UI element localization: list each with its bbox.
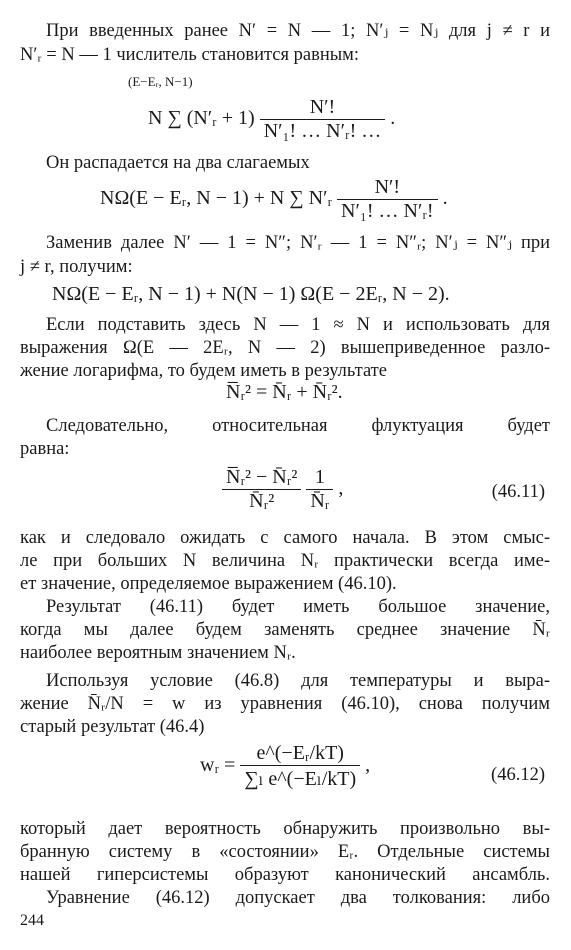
fraction-numerator: e^(−Eᵣ/kT) xyxy=(240,742,360,766)
text-line: Результат (46.11) будет иметь большое значение, xyxy=(46,597,550,617)
equation-body: N ∑ (N′ᵣ + 1) xyxy=(148,107,255,130)
page-number: 244 xyxy=(20,912,44,929)
text-line: Следовательно, относительная флуктуация будет xyxy=(46,416,550,436)
equation-fraction xyxy=(240,742,360,791)
fraction-numerator: 1 xyxy=(306,466,333,490)
text-line: Уравнение (46.12) допускает два толкования: либо xyxy=(46,888,550,908)
equation-fraction xyxy=(306,466,333,513)
equation-1: N ∑ (N′ᵣ + 1) $\frac{N'!}{\text{N′₁! … N′ᵣ! …}}$ . xyxy=(148,96,396,142)
text-line: При введенных ранее N′ = N — 1; N′ⱼ = Nⱼ для j ≠ r и xyxy=(46,21,550,41)
text-line: бранную систему в «состоянии» Eᵣ. Отдельные системы xyxy=(20,842,550,862)
text-line: N′ᵣ = N — 1 числитель становится равным: xyxy=(20,45,360,65)
text-line: ет значение, определяемое выражением (46.10). xyxy=(20,574,397,594)
fraction-denominator: N̄ᵣ xyxy=(310,490,330,512)
equation-limits: (E−Eᵣ, N−1) xyxy=(128,74,193,89)
text-line: жение N̄ᵣ/N = w из уравнения (46.10), снова получим xyxy=(20,694,550,714)
fraction-denominator: N′₁! … N′ᵣ! … xyxy=(263,120,382,142)
text-line: наиболее вероятным значением Nᵣ. xyxy=(20,643,296,663)
text-line: как и следовало ожидать с самого начала. В этом смыс- xyxy=(20,528,550,548)
equation-2: NΩ(E − Eᵣ, N − 1) + N ∑ N′ᵣ $\frac{N'!}{\text{N′₁! … N′ᵣ!}}$ . xyxy=(100,176,448,222)
equation-lhs: wᵣ = xyxy=(200,754,236,777)
text-line: Используя условие (46.8) для температуры и выра- xyxy=(46,671,550,691)
text-line: j ≠ r, получим: xyxy=(20,257,133,277)
equation-fraction xyxy=(222,466,301,513)
text-line: Он распадается на два слагаемых xyxy=(46,153,310,173)
equation-number: (46.12) xyxy=(491,765,545,785)
text-line: старый результат (46.4) xyxy=(20,717,205,737)
text-line: жение логарифма, то будем иметь в результате xyxy=(20,361,387,381)
equation-6: wᵣ = $\frac{\text{e\textasciicircum{}(−Eᵣ/kT)}}{\text{∑ₗ e\textasciicircum{}(−Eₗ/kT)}}$ , xyxy=(200,742,371,790)
text-line: когда мы далее будем заменять среднее значение N̄ᵣ xyxy=(20,620,550,640)
equation-number: (46.11) xyxy=(491,482,545,502)
fraction-denominator: N′₁! … N′ᵣ! xyxy=(341,200,434,222)
text-line: выражения Ω(E — 2Eᵣ, N — 2) вышеприведенное разло- xyxy=(20,338,550,358)
equation-3: NΩ(E − Eᵣ, N − 1) + N(N − 1) Ω(E − 2Eᵣ, N − 2). xyxy=(52,283,450,305)
equation-fraction xyxy=(260,96,386,143)
equation-fraction xyxy=(337,176,438,223)
fraction-numerator: N̅ᵣ² − N̄ᵣ² xyxy=(222,466,301,490)
equation-4: N̅ᵣ² = N̄ᵣ + N̄ᵣ². xyxy=(226,381,343,403)
text-line: равна: xyxy=(20,439,70,459)
text-line: Если подставить здесь N — 1 ≈ N и использовать для xyxy=(46,315,550,335)
equation-5: $\frac{\text{N̅ᵣ² − N̄ᵣ²}}{\text{N̄ᵣ²}}$ $\frac{1}{\text{N̄ᵣ}}$ , xyxy=(222,466,343,513)
text-line: нашей гиперсистемы образуют канонический ансамбль. xyxy=(20,865,550,885)
fraction-numerator: N′! xyxy=(260,96,386,120)
equation-body: NΩ(E − Eᵣ, N − 1) + N ∑ N′ᵣ xyxy=(100,187,333,210)
text-line: который дает вероятность обнаружить произвольно вы- xyxy=(20,819,550,839)
text-line: ле при больших N величина Nᵣ практически всегда име- xyxy=(20,551,550,571)
text-line: Заменив далее N′ — 1 = N″; N′ᵣ — 1 = N″ᵣ; N′ⱼ = N″ⱼ при xyxy=(46,233,550,253)
fraction-numerator: N′! xyxy=(337,176,438,200)
fraction-denominator: N̄ᵣ² xyxy=(249,490,275,512)
fraction-denominator: ∑ₗ e^(−Eₗ/kT) xyxy=(244,768,357,790)
